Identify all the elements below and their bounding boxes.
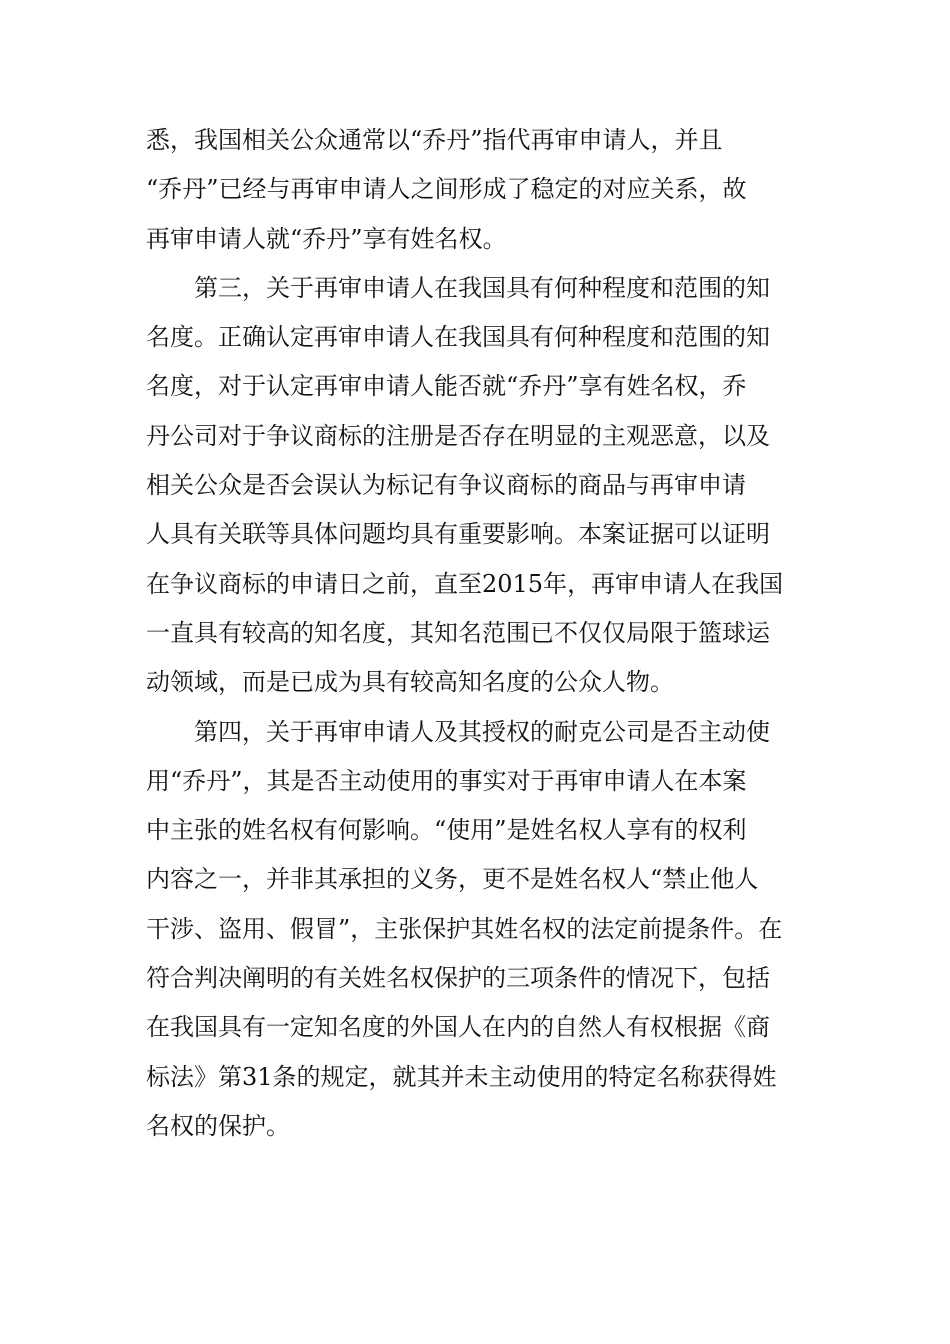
paragraph-third-start: 第三，关于再审申请人在我国具有何种程度和范围的知 bbox=[194, 273, 770, 302]
text-line: 干涉、盗用、假冒”，主张保护其姓名权的法定前提条件。在 bbox=[146, 914, 783, 943]
text-line: 动领域，而是已成为具有较高知名度的公众人物。 bbox=[146, 668, 674, 697]
text-line: 一直具有较高的知名度，其知名范围已不仅仅局限于篮球运 bbox=[146, 618, 770, 647]
text-line: 再审申请人就“乔丹”享有姓名权。 bbox=[146, 224, 507, 253]
document-body bbox=[146, 116, 826, 1151]
text-line: 在我国具有一定知名度的外国人在内的自然人有权根据《商 bbox=[146, 1013, 770, 1042]
text-line: 名度，对于认定再审申请人能否就“乔丹”享有姓名权，乔 bbox=[146, 372, 747, 401]
text-line: 名权的保护。 bbox=[146, 1111, 290, 1140]
text-line: 丹公司对于争议商标的注册是否存在明显的主观恶意，以及 bbox=[146, 421, 770, 450]
text-line: 名度。正确认定再审申请人在我国具有何种程度和范围的知 bbox=[146, 323, 770, 352]
text-line: 用“乔丹”，其是否主动使用的事实对于再审申请人在本案 bbox=[146, 766, 747, 795]
text-line: 中主张的姓名权有何影响。“使用”是姓名权人享有的权利 bbox=[146, 816, 747, 845]
text-line: 标法》第31条的规定，就其并未主动使用的特定名称获得姓 bbox=[146, 1062, 777, 1091]
text-line: 相关公众是否会误认为标记有争议商标的商品与再审申请 bbox=[146, 471, 746, 500]
text-line: 悉，我国相关公众通常以“乔丹”指代再审申请人，并且 bbox=[146, 126, 723, 154]
text-line: 人具有关联等具体问题均具有重要影响。本案证据可以证明 bbox=[146, 520, 770, 549]
paragraph-fourth-start: 第四，关于再审申请人及其授权的耐克公司是否主动使 bbox=[194, 717, 770, 746]
text-line: 符合判决阐明的有关姓名权保护的三项条件的情况下，包括 bbox=[146, 964, 770, 993]
text-line: 在争议商标的申请日之前，直至2015年，再审申请人在我国 bbox=[146, 569, 784, 598]
text-line: “乔丹”已经与再审申请人之间形成了稳定的对应关系，故 bbox=[146, 175, 747, 204]
text-line: 内容之一，并非其承担的义务，更不是姓名权人“禁止他人 bbox=[146, 865, 759, 894]
